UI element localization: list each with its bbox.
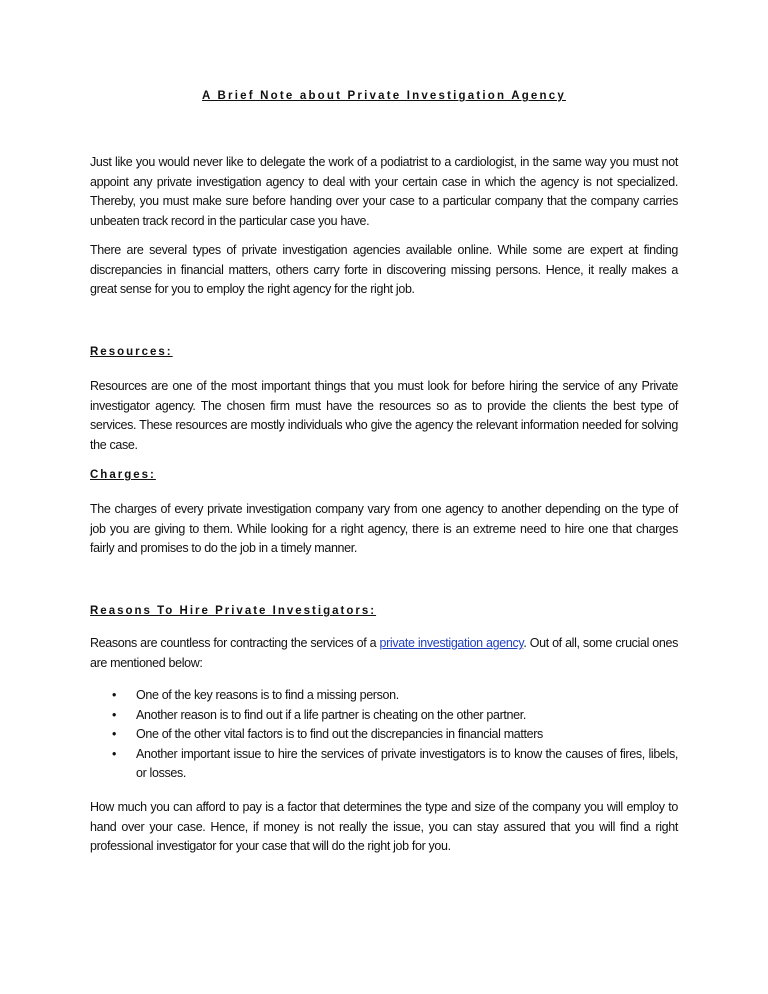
document-title: A Brief Note about Private Investigation Agency: [202, 90, 566, 102]
resources-paragraph: Resources are one of the most important things that you must look for before hiring the service of any Private investigator agency. The chosen firm must have the resources so as to provide the clients the best type of services. These resources are mostly individuals who give the agency the relevant information needed for solving the case.: [90, 379, 678, 452]
list-item-text: Another reason is to find out if a life partner is cheating on the other partner.: [136, 707, 526, 722]
private-investigation-agency-link[interactable]: private investigation agency: [379, 636, 524, 650]
reasons-intro-text-end: . Out of all, some crucial ones are mentioned below:: [90, 636, 678, 670]
resources-heading: Resources:: [90, 346, 173, 358]
list-item-text: One of the key reasons is to find a missing person.: [136, 688, 399, 702]
reasons-bullet-list: [90, 686, 678, 784]
bullet-icon: •: [112, 746, 117, 761]
intro-paragraph-2: There are several types of private investigation agencies available online. While some are expert at finding discrepancies in financial matters, others carry forte in discovering missing persons. Hence, it really makes a great sense for you to employ the right agency for the right job.: [90, 243, 678, 297]
bullet-icon: •: [112, 727, 117, 742]
bullet-icon: •: [112, 707, 117, 722]
reasons-heading: Reasons To Hire Private Investigators:: [90, 605, 377, 617]
reasons-intro-text: Reasons are countless for contracting the services of a: [90, 636, 380, 650]
list-item: [90, 725, 678, 745]
charges-heading: Charges:: [90, 469, 156, 481]
reasons-intro-paragraph: [90, 634, 678, 673]
list-item: [90, 745, 678, 784]
list-item: [90, 706, 678, 726]
list-item-text: One of the other vital factors is to find out the discrepancies in financial matters: [136, 727, 543, 742]
list-item-text: Another important issue to hire the services of private investigators is to know the causes of fires, libels, or losses.: [136, 746, 678, 781]
charges-paragraph: The charges of every private investigation company vary from one agency to another depending on the type of job you are giving to them. While looking for a right agency, there is an extreme need to hire one that charges fairly and promises to do the job in a timely manner.: [90, 502, 678, 556]
list-item: [90, 686, 678, 706]
bullet-icon: •: [112, 688, 117, 702]
conclusion-paragraph: How much you can afford to pay is a factor that determines the type and size of the company you will employ to hand over your case. Hence, if money is not really the issue, you can stay assured that you will find a right professional investigator for your case that will do the right job for you.: [90, 800, 678, 854]
intro-paragraph-1: Just like you would never like to delegate the work of a podiatrist to a cardiologist, in the same way you must not appoint any private investigation agency to deal with your certain case in which the agency is not specialized. Thereby, you must make sure before handing over your case to a particular company that the company carries unbeaten track record in the particular case you have.: [90, 155, 678, 228]
